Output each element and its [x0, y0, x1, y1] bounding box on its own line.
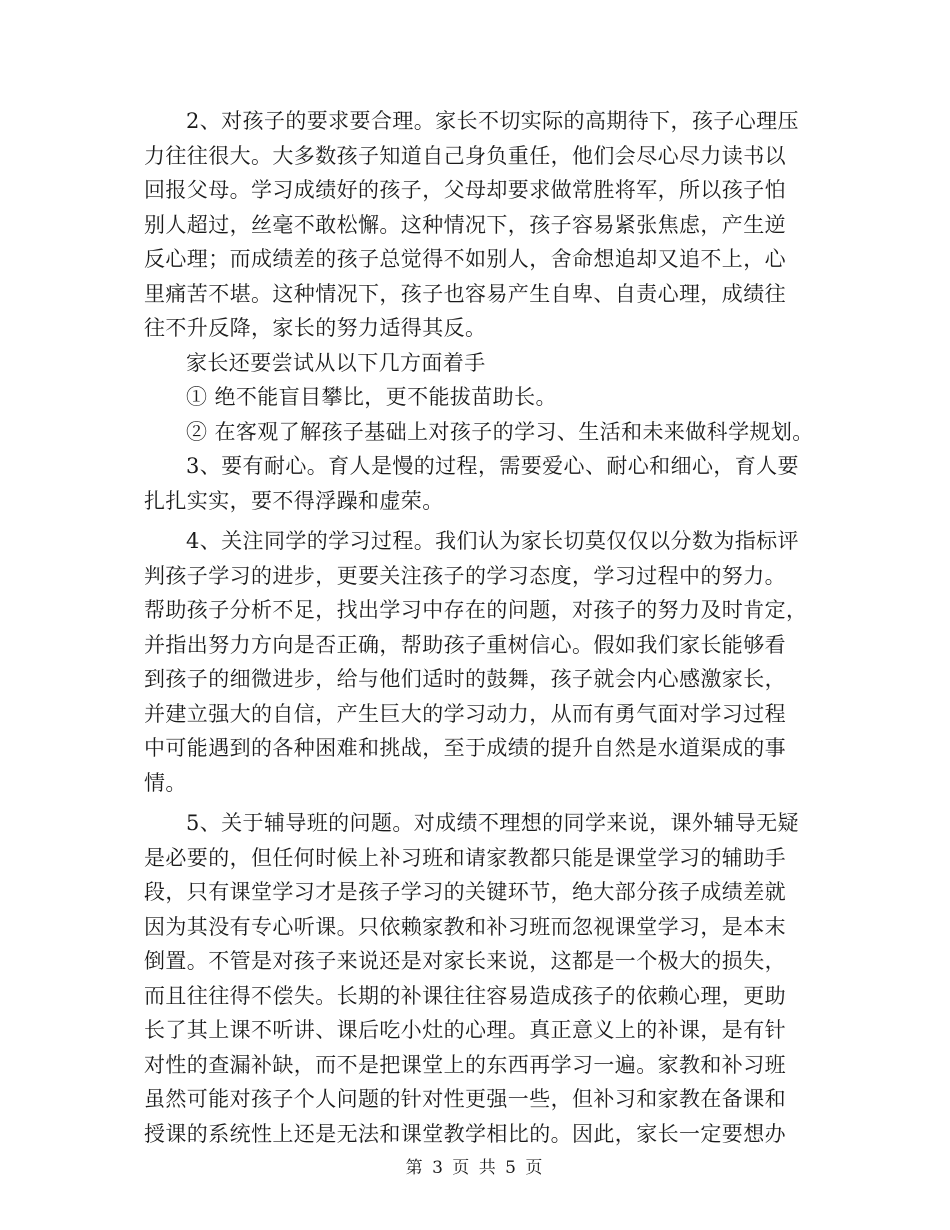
list-item: ① 绝不能盲目攀比，更不能拔苗助长。: [186, 385, 557, 409]
paragraph-line: 4、关注同学的学习过程。我们认为家长切莫仅仅以分数为指标评: [186, 529, 799, 553]
paragraph-line: 而且往往得不偿失。长期的补课往往容易造成孩子的依赖心理，更助: [144, 983, 786, 1008]
paragraph-line: 2、对孩子的要求要合理。家长不切实际的高期待下，孩子心理压: [186, 109, 799, 133]
paragraph-line: 往不升反降，家长的努力适得其反。: [144, 316, 487, 340]
paragraph-line: 段，只有课堂学习才是孩子学习的关键环节，绝大部分孩子成绩差就: [144, 880, 786, 904]
document-body: [144, 104, 824, 1151]
page-number-footer: 第 3 页 共 5 页: [405, 1158, 545, 1178]
paragraph-line: 扎扎实实，要不得浮躁和虚荣。: [144, 488, 444, 513]
paragraph-line: 中可能遇到的各种困难和挑战，至于成绩的提升自然是水道渠成的事: [144, 736, 786, 760]
paragraph-line: 并指出努力方向是否正确，帮助孩子重树信心。假如我们家长能够看: [144, 632, 786, 657]
list-item: ② 在客观了解孩子基础上对孩子的学习、生活和未来做科学规划。: [186, 419, 814, 444]
paragraph-line: 因为其没有专心听课。只依赖家教和补习班而忽视课堂学习，是本末: [144, 914, 786, 939]
paragraph-line: 到孩子的细微进步，给与他们适时的鼓舞，孩子就会内心感激家长，: [144, 667, 786, 691]
paragraph-line: 家长还要尝试从以下几方面着手: [186, 350, 486, 375]
paragraph-line: 判孩子学习的进步，更要关注孩子的学习态度，学习过程中的努力。: [144, 563, 786, 588]
paragraph-line: 帮助孩子分析不足，找出学习中存在的问题，对孩子的努力及时肯定，: [144, 598, 808, 622]
paragraph-line: 别人超过，丝毫不敢松懈。这种情况下，孩子容易紧张焦虑，产生逆: [144, 212, 786, 237]
paragraph-line: 回报父母。学习成绩好的孩子，父母却要求做常胜将军，所以孩子怕: [144, 178, 786, 202]
paragraph-line: 虽然可能对孩子个人问题的针对性更强一些，但补习和家教在备课和: [144, 1087, 786, 1111]
paragraph-line: 5、关于辅导班的问题。对成绩不理想的同学来说，课外辅导无疑: [186, 811, 799, 835]
paragraph-line: 3、要有耐心。育人是慢的过程，需要爱心、耐心和细心，育人要: [186, 454, 799, 478]
paragraph-line: 并建立强大的自信，产生巨大的学习动力，从而有勇气面对学习过程: [144, 701, 786, 726]
paragraph-line: 长了其上课不听讲、课后吃小灶的心理。真正意义上的补课，是有针: [144, 1018, 786, 1042]
paragraph-line: 力往往很大。大多数孩子知道自己身负重任，他们会尽心尽力读书以: [144, 143, 786, 168]
paragraph-line: 授课的系统性上还是无法和课堂教学相比的。因此，家长一定要想办: [144, 1121, 786, 1146]
paragraph-line: 情。: [144, 770, 187, 795]
paragraph-line: 里痛苦不堪。这种情况下，孩子也容易产生自卑、自责心理，成绩往: [144, 281, 786, 306]
paragraph-line: 倒置。不管是对孩子来说还是对家长来说，这都是一个极大的损失，: [144, 949, 786, 973]
paragraph-line: 对性的查漏补缺，而不是把课堂上的东西再学习一遍。家教和补习班: [144, 1052, 786, 1077]
paragraph-line: 反心理；而成绩差的孩子总觉得不如别人，舍命想追却又追不上，心: [144, 247, 786, 271]
paragraph-line: 是必要的，但任何时候上补习班和请家教都只能是课堂学习的辅助手: [144, 845, 786, 870]
